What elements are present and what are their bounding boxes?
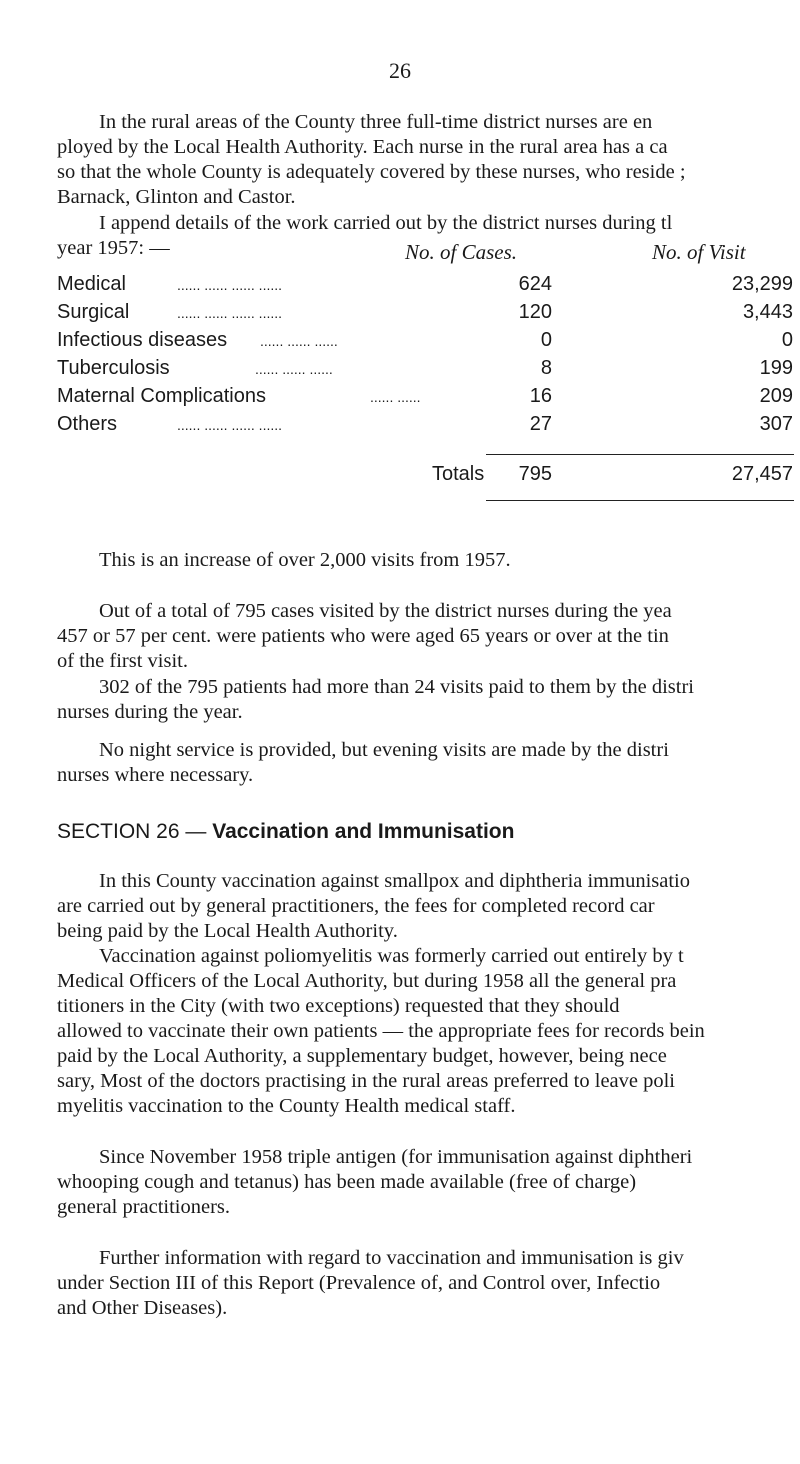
cases-value: 27 — [529, 413, 552, 435]
total-visits-value: 27,457 — [731, 463, 793, 485]
text-line: are carried out by general practitioners, the fees for completed record car — [57, 895, 655, 917]
text-line: whooping cough and tetanus) has been made available (free of charge) — [57, 1171, 637, 1193]
text-line: Further information with regard to vaccination and immunisation is giv — [99, 1247, 684, 1269]
text-line: nurses where necessary. — [57, 764, 254, 786]
visits-value: 3,443 — [742, 301, 793, 323]
leader-dots: ...... ...... ...... — [260, 333, 338, 349]
cases-value: 624 — [518, 273, 552, 295]
aged-paragraph — [57, 599, 797, 674]
text-line: being paid by the Local Health Authority. — [57, 920, 398, 942]
further-info-paragraph — [57, 1246, 797, 1321]
row-label: Others — [57, 413, 118, 435]
text-line: myelitis vaccination to the County Health medical staff. — [57, 1095, 516, 1117]
table-row — [57, 357, 797, 385]
text-line: This is an increase of over 2,000 visits from 1957. — [99, 549, 511, 571]
visits-value: 0 — [781, 329, 793, 351]
text-line: Medical Officers of the Local Authority, but during 1958 all the general pra — [57, 970, 677, 992]
leader-dots: ...... ...... ...... ...... — [177, 417, 283, 433]
vaccination-paragraph — [57, 869, 797, 944]
table-row — [57, 273, 797, 301]
visits-value: 23,299 — [731, 273, 793, 295]
total-cases-value: 795 — [518, 463, 552, 485]
totals-bottom-rule — [486, 500, 794, 501]
totals-label: Totals — [432, 463, 485, 485]
text-line: titioners in the City (with two exceptions) requested that they should — [57, 995, 620, 1017]
text-line: I append details of the work carried out by the district nurses during tl — [99, 212, 673, 234]
page-number: 26 — [389, 58, 411, 83]
leader-dots: ...... ...... ...... ...... — [177, 305, 283, 321]
cases-value: 8 — [540, 357, 552, 379]
night-service-paragraph — [57, 738, 797, 788]
text-line: ployed by the Local Health Authority. Each nurse in the rural area has a ca — [57, 136, 668, 158]
text-line: sary, Most of the doctors practising in the rural areas preferred to leave poli — [57, 1070, 676, 1092]
section-prefix: SECTION 26 — — [57, 820, 207, 843]
row-label: Surgical — [57, 301, 130, 323]
text-line: paid by the Local Authority, a supplementary budget, however, being nece — [57, 1045, 667, 1067]
text-line: allowed to vaccinate their own patients — the appropriate fees for records bein — [57, 1020, 705, 1042]
text-line: Out of a total of 795 cases visited by the district nurses during the yea — [99, 600, 672, 622]
text-line: In the rural areas of the County three full-time district nurses are en — [99, 111, 653, 133]
text-line: 302 of the 795 patients had more than 24 visits paid to them by the distri — [99, 676, 694, 698]
text-line: nurses during the year. — [57, 701, 243, 723]
text-line: so that the whole County is adequately covered by these nurses, who reside ; — [57, 161, 686, 183]
row-label: Medical — [57, 273, 126, 295]
leader-dots: ...... ...... ...... — [255, 361, 333, 377]
visits-24-paragraph — [57, 675, 797, 725]
text-line: Barnack, Glinton and Castor. — [57, 186, 296, 208]
row-label: Tuberculosis — [57, 357, 170, 379]
row-label: Maternal Complications — [57, 385, 266, 407]
text-line: and Other Diseases). — [57, 1297, 228, 1319]
text-line: Vaccination against poliomyelitis was formerly carried out entirely by t — [99, 945, 684, 967]
visits-value: 199 — [759, 357, 793, 379]
text-line: general practitioners. — [57, 1196, 231, 1218]
leader-dots: ...... ...... ...... ...... — [177, 277, 283, 293]
column-header-visits: No. of Visit — [652, 240, 746, 264]
visits-value: 209 — [759, 385, 793, 407]
totals-row — [57, 463, 797, 491]
text-line: of the first visit. — [57, 650, 188, 672]
text-line: under Section III of this Report (Prevalence of, and Control over, Infectio — [57, 1272, 661, 1294]
table-row — [57, 413, 797, 441]
section-heading — [57, 820, 514, 844]
triple-antigen-paragraph — [57, 1145, 797, 1220]
column-header-cases: No. of Cases. — [405, 240, 518, 264]
increase-paragraph — [57, 548, 797, 573]
section-title: Vaccination and Immunisation — [212, 820, 515, 843]
totals-top-rule — [486, 454, 794, 455]
visits-value: 307 — [759, 413, 793, 435]
text-line: In this County vaccination against smallpox and diphtheria immunisatio — [99, 870, 690, 892]
text-line: No night service is provided, but evening visits are made by the distri — [99, 739, 669, 761]
row-label: Infectious diseases — [57, 329, 228, 351]
intro-paragraph — [57, 110, 797, 210]
table-row — [57, 329, 797, 357]
leader-dots: ...... ...... — [370, 389, 421, 405]
text-line: 457 or 57 per cent. were patients who were aged 65 years or over at the tin — [57, 625, 669, 647]
text-line: year 1957: — — [57, 237, 170, 259]
cases-value: 16 — [529, 385, 552, 407]
cases-value: 0 — [540, 329, 552, 351]
polio-paragraph — [57, 944, 797, 1119]
text-line: Since November 1958 triple antigen (for immunisation against diphtheri — [99, 1146, 693, 1168]
table-row — [57, 385, 797, 413]
cases-value: 120 — [518, 301, 552, 323]
table-row — [57, 301, 797, 329]
